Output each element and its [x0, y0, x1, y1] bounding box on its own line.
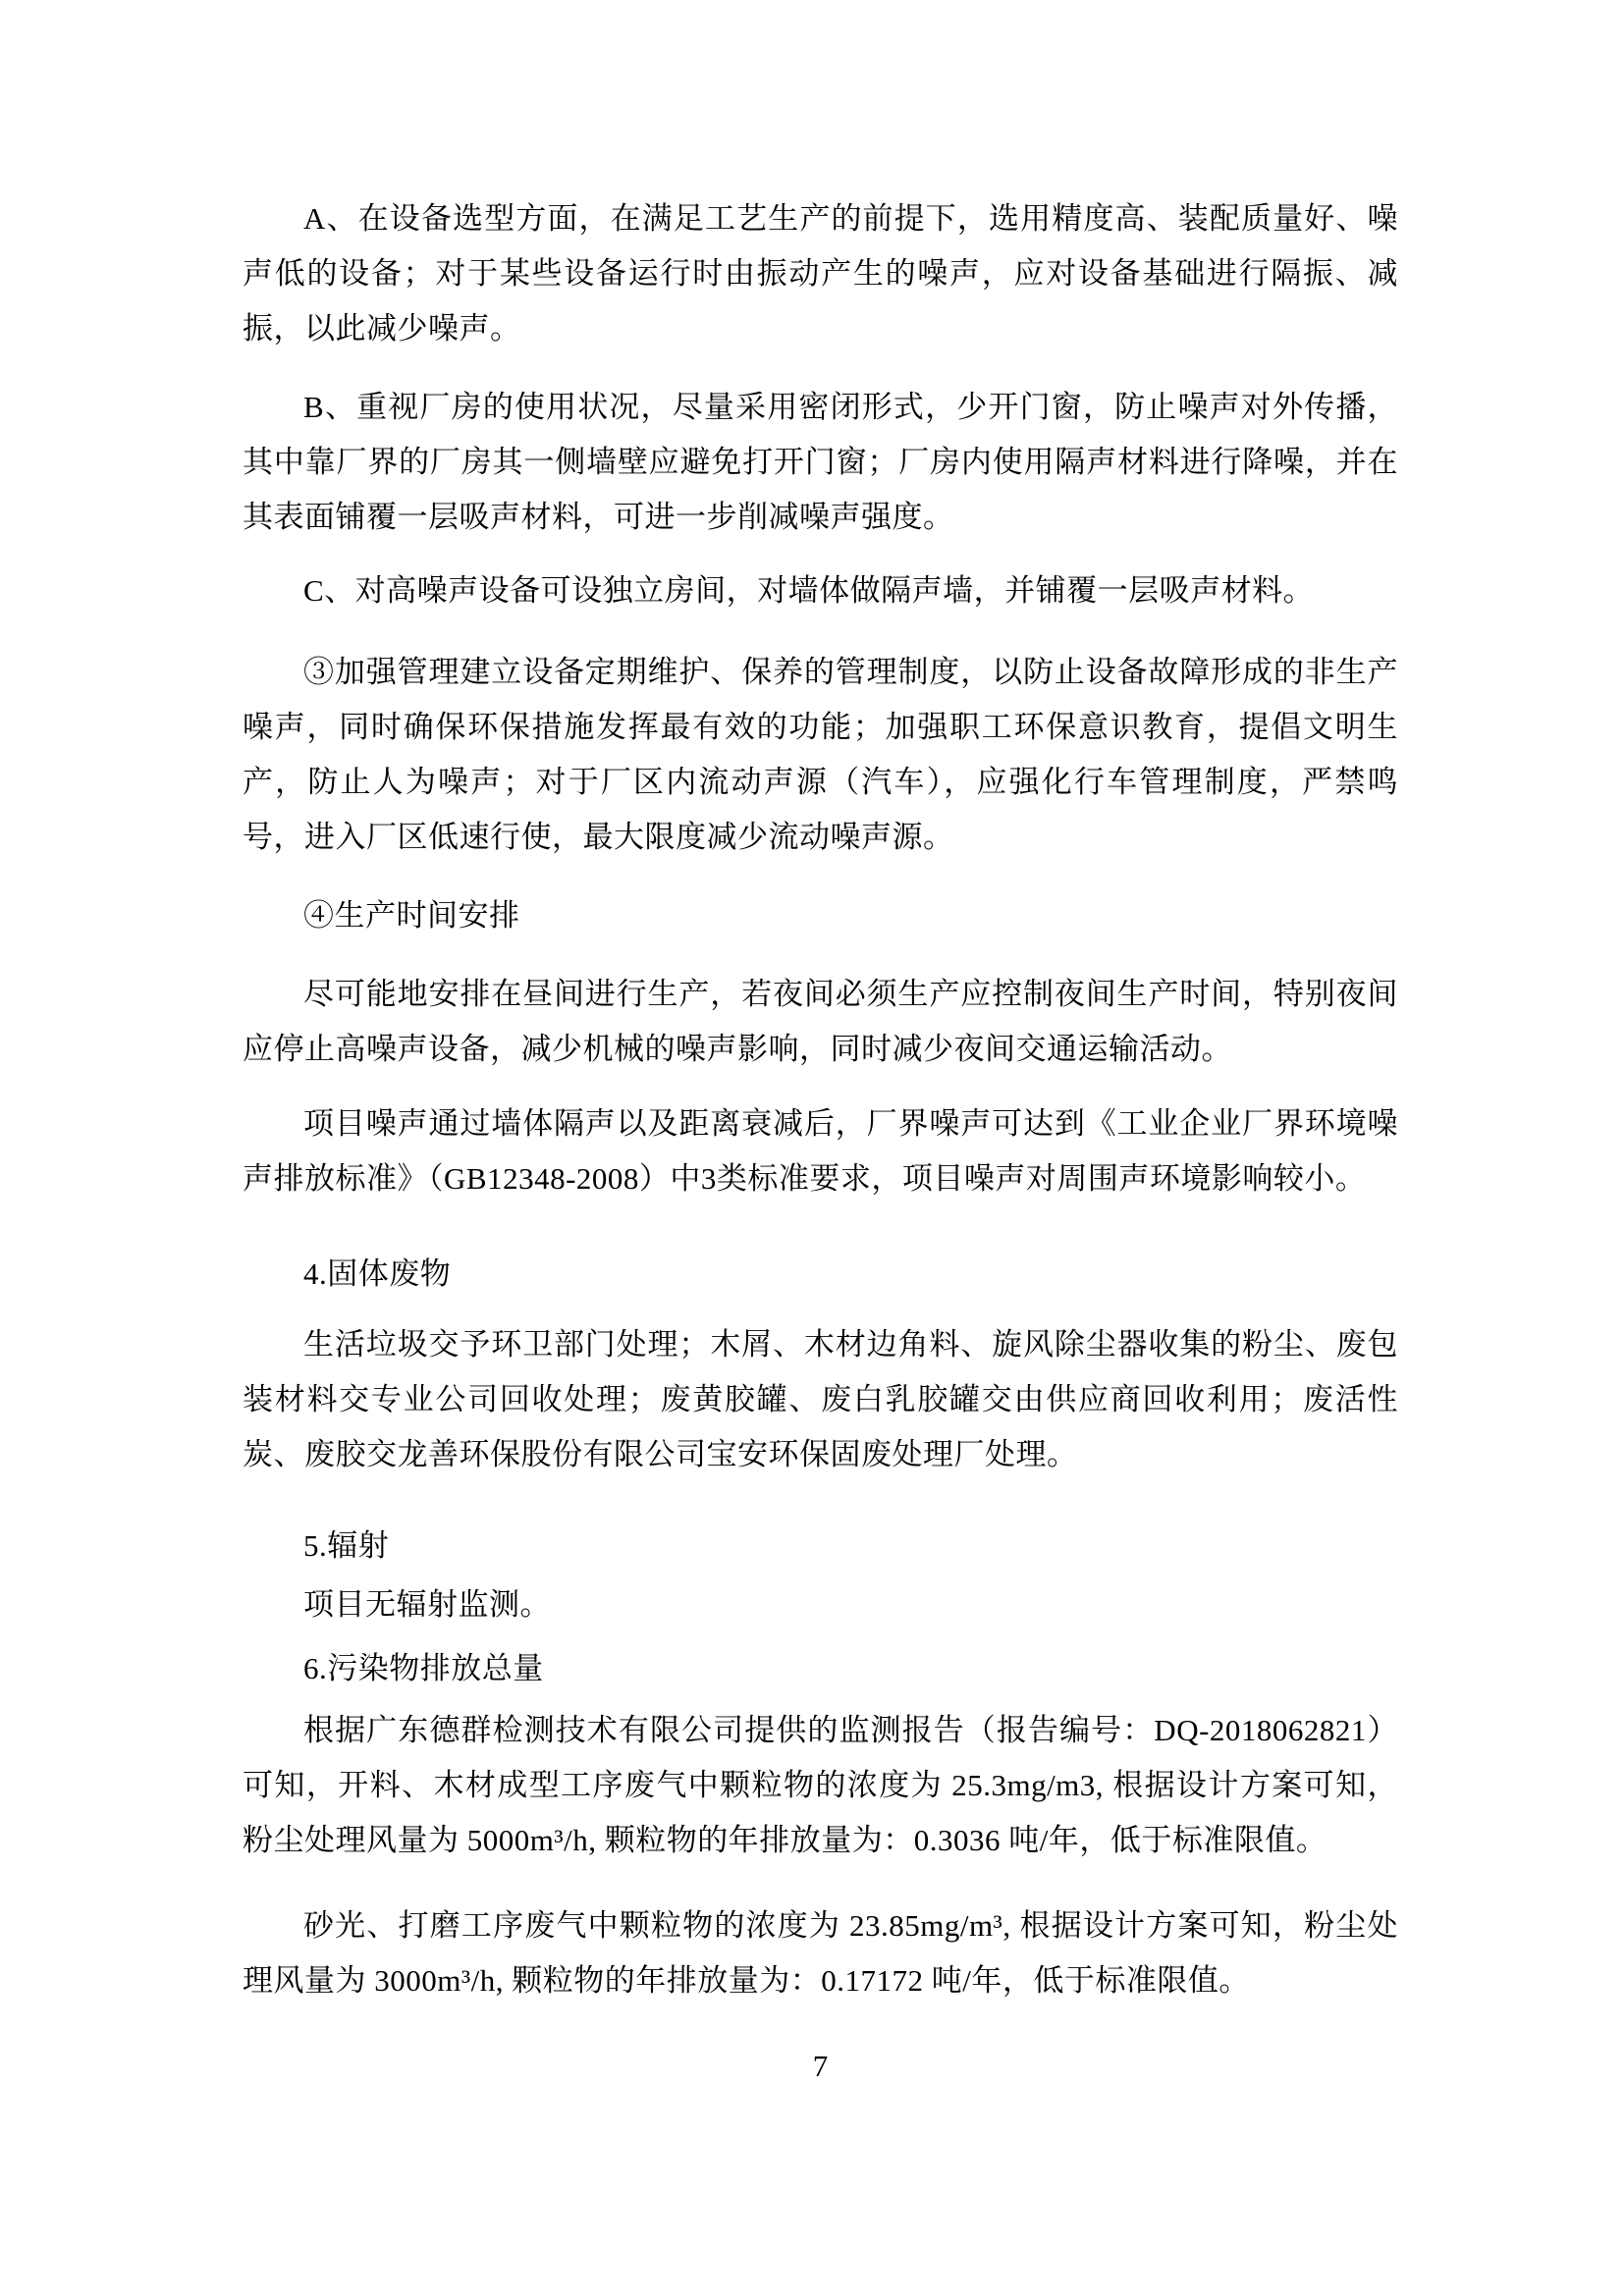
heading-radiation: 5.辐射	[303, 1528, 390, 1563]
para-monitoring-report: 根据广东德群检测技术有限公司提供的监测报告（报告编号：DQ-2018062821）可知，开料、木材成型工序废气中颗粒物的浓度为 25.3mg/m3, 根据设计方案可知，粉尘处理风量为 5000m³/h, 颗粒物的年排放量为：0.3036 吨/年，低于标准限值。	[243, 1713, 1398, 1857]
para-noise-standard: 项目噪声通过墙体隔声以及距离衰减后，厂界噪声可达到《工业企业厂界环境噪声排放标准》（GB12348-2008）中3类标准要求，项目噪声对周围声环境影响较小。	[243, 1106, 1398, 1196]
para-solid-waste-disposal: 生活垃圾交予环卫部门处理；木屑、木材边角料、旋风除尘器收集的粉尘、废包装材料交专业公司回收处理；废黄胶罐、废白乳胶罐交由供应商回收利用；废活性炭、废胶交龙善环保股份有限公司宝安环保固废处理厂处理。	[243, 1327, 1398, 1471]
heading-production-time: ④生产时间安排	[303, 898, 520, 933]
heading-pollutant-total: 6.污染物排放总量	[303, 1651, 544, 1685]
para-independent-rooms: C、对高噪声设备可设独立房间，对墙体做隔声墙，并铺覆一层吸声材料。	[303, 573, 1315, 608]
para-daytime-production: 尽可能地安排在昼间进行生产，若夜间必须生产应控制夜间生产时间，特别夜间应停止高噪声设备，减少机械的噪声影响，同时减少夜间交通运输活动。	[243, 977, 1398, 1066]
para-strengthen-management: ③加强管理建立设备定期维护、保养的管理制度，以防止设备故障形成的非生产噪声，同时确保环保措施发挥最有效的功能；加强职工环保意识教育，提倡文明生产，防止人为噪声；对于厂区内流动声源（汽车），应强化行车管理制度，严禁鸣号，进入厂区低速行使，最大限度减少流动噪声源。	[243, 655, 1398, 854]
para-equipment-selection: A、在设备选型方面，在满足工艺生产的前提下，选用精度高、装配质量好、噪声低的设备；对于某些设备运行时由振动产生的噪声，应对设备基础进行隔振、减振，以此减少噪声。	[243, 201, 1398, 346]
para-sanding-process: 砂光、打磨工序废气中颗粒物的浓度为 23.85mg/m³, 根据设计方案可知，粉尘处理风量为 3000m³/h, 颗粒物的年排放量为：0.17172 吨/年，低于标准限值。	[243, 1908, 1398, 1998]
para-factory-building: B、重视厂房的使用状况，尽量采用密闭形式，少开门窗，防止噪声对外传播，其中靠厂界的厂房其一侧墙壁应避免打开门窗；厂房内使用隔声材料进行降噪，并在其表面铺覆一层吸声材料，可进一步削减噪声强度。	[243, 390, 1398, 534]
heading-solid-waste: 4.固体废物	[303, 1256, 452, 1291]
page-number: 7	[812, 2049, 829, 2083]
para-no-radiation: 项目无辐射监测。	[303, 1587, 551, 1622]
